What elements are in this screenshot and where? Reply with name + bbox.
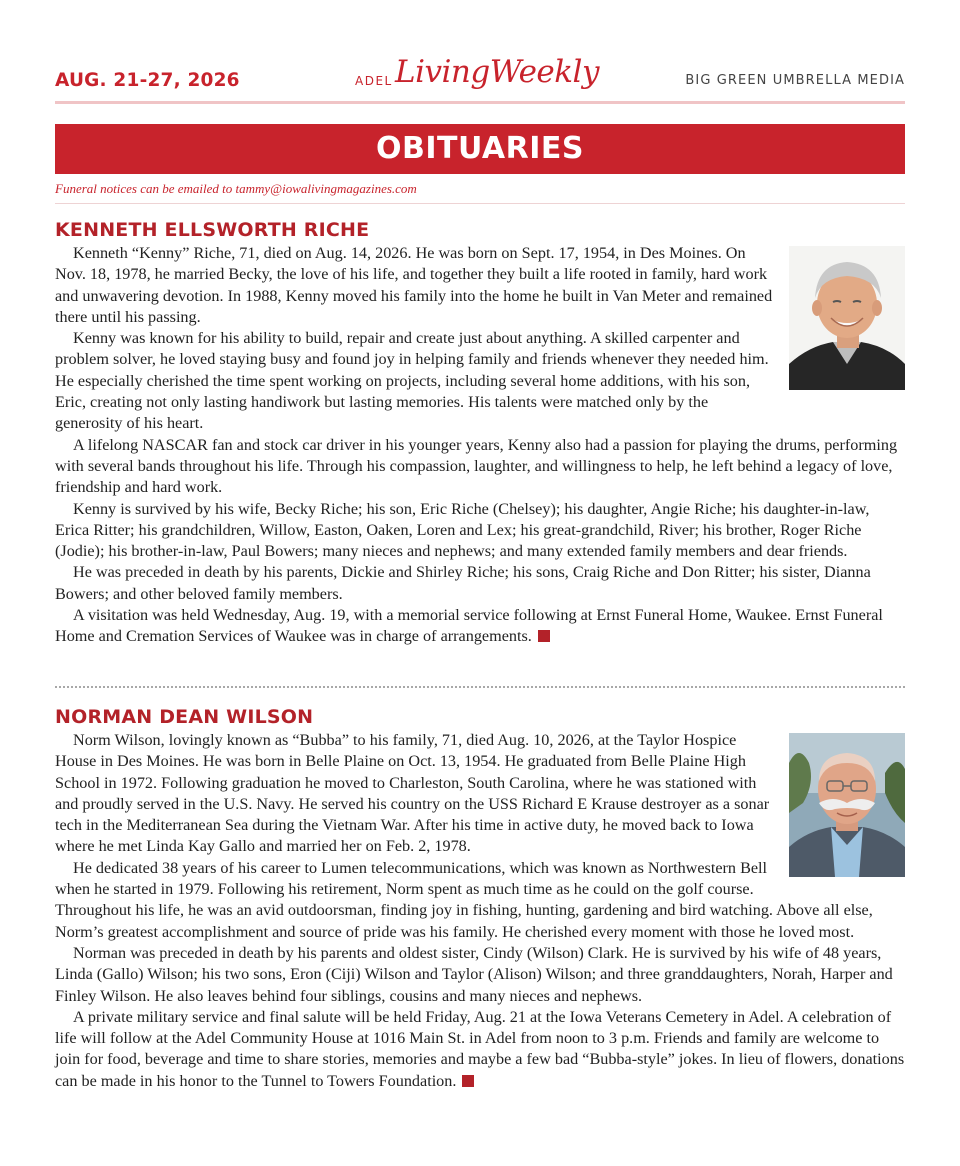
obituary-name: KENNETH ELLSWORTH RICHE — [55, 219, 370, 241]
obituary-paragraph: Kenny was known for his ability to build, repair and create just about anything. A skilled carpenter and problem solver, he loved staying busy and found joy in helping family and friends whenever they needed him. He especially cherished the time spent working on projects, including several home additions, with his son, Eric, creating not only lasting handiwork but lasting memories. His talents were matched only by the generosity of his heart. — [55, 329, 769, 433]
obituary-paragraph: A visitation was held Wednesday, Aug. 19, with a memorial service following at Ernst Funeral Home, Waukee. Ernst Funeral Home and Cremation Services of Waukee was in charge of arrangements. — [55, 606, 883, 646]
obituary-paragraph: He dedicated 38 years of his career to Lumen telecommunications, which was known as Northwestern Bell when he started in 1979. Following his retirement, Norm spent as much time as he could on the golf course. Throughout his life, he was an avid outdoorsman, finding joy in fishing, hunting, gardening and bird watching. Above all else, Norm’s greatest accomplishment and source of pride was his family. He cherished every moment with those he loved most. — [55, 858, 873, 941]
section-title: OBITUARIES — [55, 124, 905, 174]
obituary-paragraph: Kenneth “Kenny” Riche, 71, died on Aug. 14, 2026. He was born on Sept. 17, 1954, in Des Moines. On Nov. 18, 1978, he married Becky, the love of his life, and together they built a life rooted in family, hard work and unwavering devotion. In 1988, Kenny moved his family into the home he built in Van Meter and remained there until his passing. — [55, 244, 773, 326]
obituary-paragraph: He was preceded in death by his parents, Dickie and Shirley Riche; his sons, Craig Riche and Don Ritter; his sister, Dianna Bowers; and other beloved family members. — [55, 563, 871, 603]
obituary-wilson — [55, 705, 905, 1092]
issue-date: AUG. 21-27, 2026 — [55, 70, 240, 91]
masthead — [55, 54, 905, 98]
funeral-notice: Funeral notices can be emailed to tammy@iowalivingmagazines.com — [55, 181, 417, 196]
logo-script: LivingWeekly — [395, 54, 599, 90]
portrait-photo-wilson — [789, 733, 905, 877]
obituary-paragraph: Norman was preceded in death by his parents and oldest sister, Cindy (Wilson) Clark. He is survived by his wife of 48 years, Linda (Gallo) Wilson; his two sons, Eron (Ciji) Wilson and Taylor (Alison) Wilson; and three granddaughters, Norah, Harper and Finley Wilson. He also leaves behind four siblings, cousins and many nieces and nephews. — [55, 943, 893, 1005]
obituary-divider — [55, 686, 905, 688]
obituary-riche — [55, 218, 905, 648]
masthead-rule — [55, 101, 905, 104]
obituary-name: NORMAN DEAN WILSON — [55, 706, 314, 728]
publisher-name: BIG GREEN UMBRELLA MEDIA — [685, 73, 905, 88]
logo-prefix: ADEL — [355, 74, 393, 88]
portrait-photo-riche — [789, 246, 905, 390]
obituary-paragraph: A lifelong NASCAR fan and stock car driver in his younger years, Kenny also had a passion for playing the drums, performing with several bands throughout his life. Through his compassion, laughter, and willingness to help, he left behind a legacy of love, friendship and hard work. — [55, 435, 898, 497]
publication-logo — [355, 54, 599, 96]
end-mark-icon — [462, 1075, 474, 1087]
obituary-paragraph: Kenny is survived by his wife, Becky Riche; his son, Eric Riche (Chelsey); his daughter, Angie Riche; his daughter-in-law, Erica Ritter; his grandchildren, Willow, Easton, Oaken, Loren and Lex; his great-grandchild, River; his brother, Roger Riche (Jodie); his brother-in-law, Paul Bowers; many nieces and nephews; and many extended family members and dear friends. — [55, 499, 870, 561]
obituary-paragraph: Norm Wilson, lovingly known as “Bubba” to his family, 71, died Aug. 10, 2026, at the Taylor Hospice House in Des Moines. He was born in Belle Plaine on Oct. 13, 1954. He graduated from Belle Plaine High School in 1972. Following graduation he moved to Charleston, South Carolina, where he was stationed with and proudly served in the U.S. Navy. He served his country on the USS Richard E Krause destroyer as a sonar tech in the Mediterranean Sea during the Vietnam War. After his time in active duty, he moved back to Iowa where he met Linda Kay Gallo and married her on Feb. 2, 1978. — [55, 731, 770, 856]
notice-rule — [55, 203, 905, 204]
end-mark-icon — [538, 630, 550, 642]
obituary-paragraph: A private military service and final salute will be held Friday, Aug. 21 at the Iowa Veterans Cemetery in Adel. A celebration of life will follow at the Adel Community House at 1016 Main St. in Adel from noon to 3 p.m. Friends and family are welcome to join for food, beverage and time to share stories, memories and maybe a few bad “Bubba-style” jokes. In lieu of flowers, donations can be made in his honor to the Tunnel to Towers Foundation. — [55, 1007, 905, 1090]
